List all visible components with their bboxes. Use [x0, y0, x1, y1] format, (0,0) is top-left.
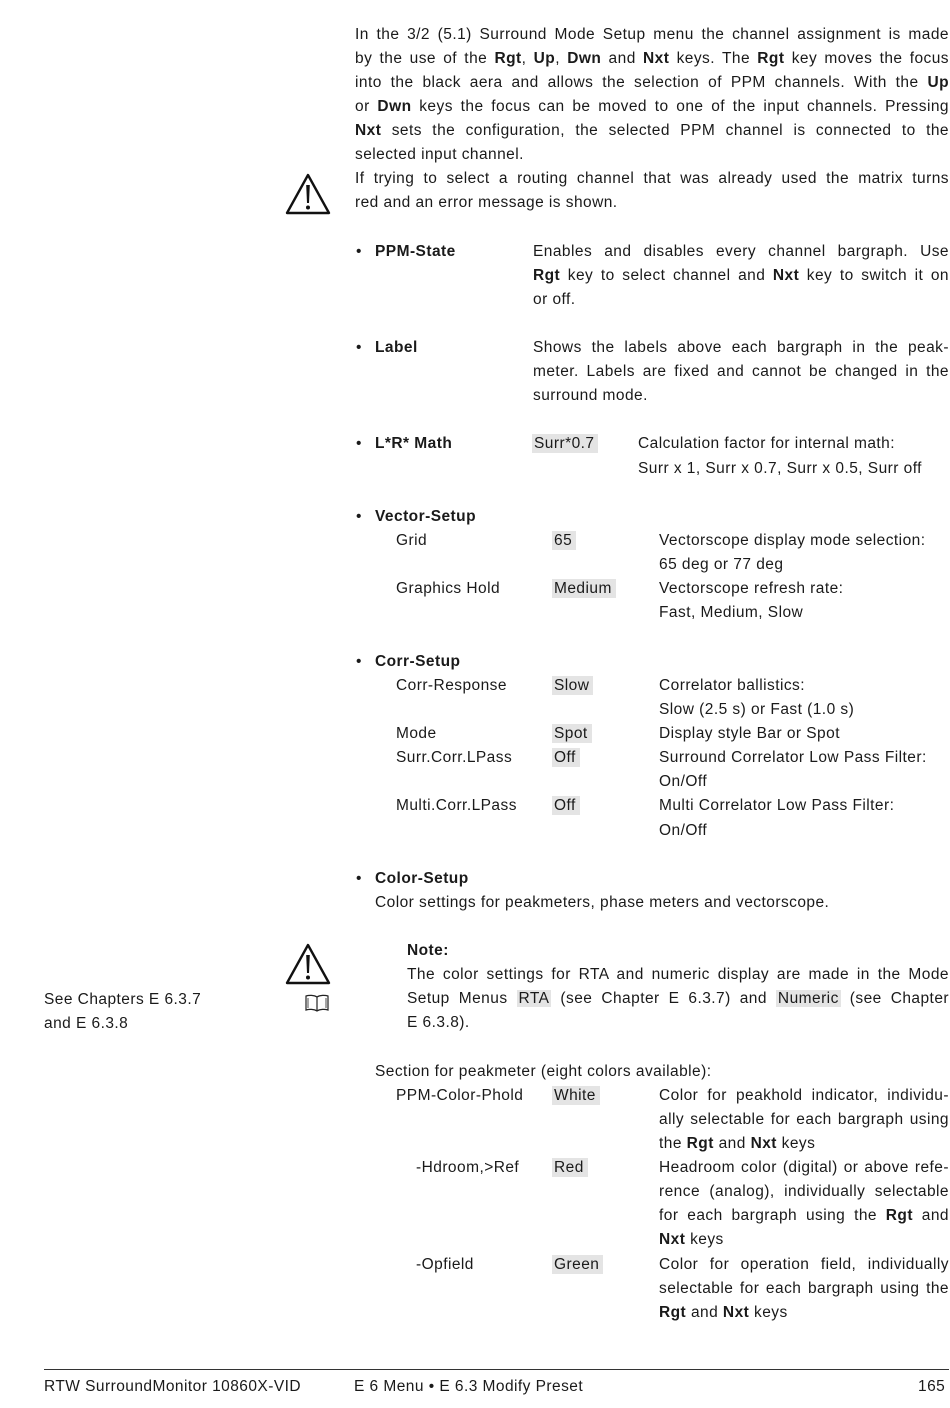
graphics-hold-desc-2: Fast, Medium, Slow [659, 604, 804, 621]
intro-line-1: In the 3/2 (5.1) Surround Mode Setup menu the channel assignment is made [355, 26, 949, 43]
lr-math-label: L*R* Math [375, 435, 453, 452]
footer-product: RTW SurroundMonitor 10860X-VID [44, 1378, 302, 1395]
hdroom-value[interactable]: Red [552, 1156, 588, 1180]
hdroom-desc-2: rence (analog), individually selectable [659, 1183, 949, 1200]
corr-response-value[interactable]: Slow [552, 674, 593, 698]
mode-label: Mode [396, 725, 437, 742]
grid-value[interactable]: 65 [552, 529, 576, 553]
warning-icon [285, 943, 331, 985]
note-line-1: The color settings for RTA and numeric display are made in the Mode [407, 966, 949, 983]
label-item-desc-2: meter. Labels are fixed and cannot be changed in the [533, 363, 949, 380]
note-line-2: Setup Menus RTA (see Chapter E 6.3.7) and Numeric (see Chapter [407, 990, 949, 1007]
book-icon [304, 993, 330, 1013]
surr-corr-lpass-value[interactable]: Off [552, 746, 580, 770]
multi-corr-lpass-label: Multi.Corr.LPass [396, 797, 517, 814]
ppm-state-desc-1: Enables and disables every channel bargraph. Use [533, 243, 949, 260]
graphics-hold-desc-1: Vectorscope refresh rate: [659, 580, 844, 597]
grid-desc-1: Vectorscope display mode selection: [659, 532, 926, 549]
label-item-desc-1: Shows the labels above each bargraph in the peak- [533, 339, 949, 356]
label-item-desc-3: surround mode. [533, 387, 648, 404]
margin-note-line-1: See Chapters E 6.3.7 [44, 991, 202, 1008]
grid-desc-2: 65 deg or 77 deg [659, 556, 784, 573]
color-setup-desc: Color settings for peakmeters, phase meters and vectorscope. [375, 894, 830, 911]
multi-corr-lpass-desc-1: Multi Correlator Low Pass Filter: [659, 797, 895, 814]
multi-corr-lpass-desc-2: On/Off [659, 822, 708, 839]
hdroom-label: -Hdroom,>Ref [416, 1159, 520, 1176]
label-item-label: Label [375, 339, 418, 356]
note-line-3: E 6.3.8). [407, 1014, 470, 1031]
warning-icon [285, 173, 331, 215]
bullet: • [356, 243, 362, 260]
hdroom-desc-4: Nxt keys [659, 1231, 724, 1248]
page-number: 165 [918, 1378, 946, 1395]
surr-corr-lpass-desc-1: Surround Correlator Low Pass Filter: [659, 749, 927, 766]
opfield-label: -Opfield [416, 1256, 474, 1273]
note-title: Note: [407, 942, 449, 959]
ppm-color-phold-label: PPM-Color-Phold [396, 1087, 524, 1104]
ppm-color-phold-desc-2: ally selectable for each bargraph using [659, 1111, 949, 1128]
lr-math-value[interactable]: Surr*0.7 [532, 432, 598, 456]
graphics-hold-value[interactable]: Medium [552, 577, 616, 601]
footer-section: E 6 Menu • E 6.3 Modify Preset [354, 1378, 584, 1395]
corr-response-desc-2: Slow (2.5 s) or Fast (1.0 s) [659, 701, 855, 718]
ppm-state-label: PPM-State [375, 243, 456, 260]
bullet: • [356, 435, 362, 452]
bullet: • [356, 653, 362, 670]
opfield-value[interactable]: Green [552, 1253, 603, 1277]
margin-note-line-2: and E 6.3.8 [44, 1015, 129, 1032]
intro-line-3: into the black aera and allows the selection of PPM channels. With the Up [355, 74, 949, 91]
opfield-desc-2: selectable for each bargraph using the [659, 1280, 949, 1297]
graphics-hold-label: Graphics Hold [396, 580, 501, 597]
opfield-desc-1: Color for operation field, individually [659, 1256, 949, 1273]
numeric-link[interactable]: Numeric [777, 990, 839, 1007]
corr-setup-label: Corr-Setup [375, 653, 461, 670]
hdroom-desc-1: Headroom color (digital) or above refe- [659, 1159, 949, 1176]
footer-divider [44, 1369, 949, 1370]
vector-setup-label: Vector-Setup [375, 508, 477, 525]
ppm-color-phold-desc-1: Color for peakhold indicator, individu- [659, 1087, 949, 1104]
grid-label: Grid [396, 532, 428, 549]
rta-link[interactable]: RTA [518, 990, 550, 1007]
bullet: • [356, 339, 362, 356]
ppm-state-desc-2: Rgt key to select channel and Nxt key to switch it on [533, 267, 949, 284]
intro-line-6: selected input channel. [355, 146, 524, 163]
ppm-color-phold-value[interactable]: White [552, 1084, 600, 1108]
intro-line-5: Nxt sets the configuration, the selected PPM channel is connected to the [355, 122, 949, 139]
opfield-desc-3: Rgt and Nxt keys [659, 1304, 788, 1321]
surr-corr-lpass-desc-2: On/Off [659, 773, 708, 790]
multi-corr-lpass-value[interactable]: Off [552, 794, 580, 818]
mode-desc-1: Display style Bar or Spot [659, 725, 840, 742]
warning-line-2: red and an error message is shown. [355, 194, 618, 211]
mode-value[interactable]: Spot [552, 722, 592, 746]
warning-line-1: If trying to select a routing channel that was already used the matrix turns [355, 170, 949, 187]
bullet: • [356, 508, 362, 525]
bullet: • [356, 870, 362, 887]
color-setup-label: Color-Setup [375, 870, 469, 887]
corr-response-label: Corr-Response [396, 677, 507, 694]
intro-line-2: by the use of the Rgt, Up, Dwn and Nxt keys. The Rgt key moves the focus [355, 50, 950, 67]
section-intro: Section for peakmeter (eight colors available): [375, 1063, 712, 1080]
lr-math-desc-1: Calculation factor for internal math: [638, 435, 896, 452]
ppm-color-phold-desc-3: the Rgt and Nxt keys [659, 1135, 816, 1152]
corr-response-desc-1: Correlator ballistics: [659, 677, 805, 694]
lr-math-desc-2: Surr x 1, Surr x 0.7, Surr x 0.5, Surr off [638, 460, 922, 477]
intro-line-4: or Dwn keys the focus can be moved to one of the input channels. Pressing [355, 98, 949, 115]
hdroom-desc-3: for each bargraph using the Rgt and [659, 1207, 949, 1224]
ppm-state-desc-3: or off. [533, 291, 576, 308]
surr-corr-lpass-label: Surr.Corr.LPass [396, 749, 513, 766]
